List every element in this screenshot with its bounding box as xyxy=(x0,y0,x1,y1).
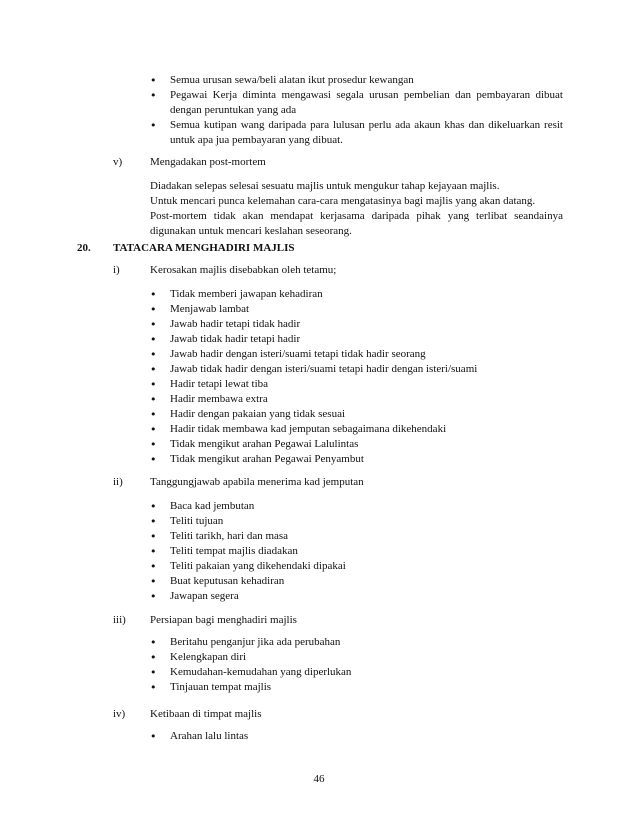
page-number: 46 xyxy=(313,773,325,785)
item-i-bullet-list xyxy=(150,287,563,467)
list-item: • Jawab tidak hadir tetapi hadir xyxy=(150,332,563,347)
item-i-title: Kerosakan majlis disebabkan oleh tetamu; xyxy=(150,264,337,276)
list-item: • Semua kutipan wang daripada para lulusan perlu ada akaun khas dan dikeluarkan resit untuk apa jua pembayaran yang dibuat. xyxy=(150,118,563,148)
list-item: • Kelengkapan diri xyxy=(150,650,563,665)
item-ii-number: ii) xyxy=(113,476,123,488)
item-v-title: Mengadakan post-mortem xyxy=(150,156,266,168)
list-item: • Menjawab lambat xyxy=(150,302,563,317)
item-ii-bullet-list xyxy=(150,499,563,604)
item-v-number: v) xyxy=(113,156,123,168)
list-item: • Arahan lalu lintas xyxy=(150,729,563,744)
item-iii-number: iii) xyxy=(113,614,126,626)
list-item: • Jawab hadir tetapi tidak hadir xyxy=(150,317,563,332)
list-item: • Kemudahan-kemudahan yang diperlukan xyxy=(150,665,563,680)
item-v-paragraph xyxy=(150,179,563,239)
list-item: • Hadir tetapi lewat tiba xyxy=(150,377,563,392)
list-item: • Teliti tempat majlis diadakan xyxy=(150,544,563,559)
top-bullet-list xyxy=(150,73,563,148)
list-item: • Hadir tidak membawa kad jemputan sebagaimana dikehendaki xyxy=(150,422,563,437)
item-ii-title: Tanggungjawab apabila menerima kad jemputan xyxy=(150,476,364,488)
list-item: • Tidak memberi jawapan kehadiran xyxy=(150,287,563,302)
list-item: • Tidak mengikut arahan Pegawai Lalulintas xyxy=(150,437,563,452)
list-item: • Beritahu penganjur jika ada perubahan xyxy=(150,635,563,650)
list-item: • Hadir membawa extra xyxy=(150,392,563,407)
list-item: • Teliti tujuan xyxy=(150,514,563,529)
item-i-number: i) xyxy=(113,264,120,276)
list-item: • Teliti pakaian yang dikehendaki dipakai xyxy=(150,559,563,574)
list-item: • Jawapan segera xyxy=(150,589,563,604)
list-item: • Jawab hadir dengan isteri/suami tetapi tidak hadir seorang xyxy=(150,347,563,362)
list-item: • Hadir dengan pakaian yang tidak sesuai xyxy=(150,407,563,422)
list-item: • Baca kad jembutan xyxy=(150,499,563,514)
item-iv-number: iv) xyxy=(113,708,126,720)
list-item: • Semua urusan sewa/beli alatan ikut prosedur kewangan xyxy=(150,73,563,88)
paragraph-line: Diadakan selepas selesai sesuatu majlis untuk mengukur tahap kejayaan majlis. xyxy=(150,180,500,192)
list-item: • Buat keputusan kehadiran xyxy=(150,574,563,589)
list-item: • Jawab tidak hadir dengan isteri/suami tetapi hadir dengan isteri/suami xyxy=(150,362,563,377)
list-item: • Tidak mengikut arahan Pegawai Penyambut xyxy=(150,452,563,467)
list-item: • Pegawai Kerja diminta mengawasi segala urusan pembelian dan pembayaran dibuat dengan peruntukan yang ada xyxy=(150,88,563,118)
paragraph-line: Post-mortem tidak akan mendapat kerjasama daripada pihak yang terlibat seandainya digunakan untuk mencari keslahan seseorang. xyxy=(150,210,563,237)
list-item: • Teliti tarikh, hari dan masa xyxy=(150,529,563,544)
item-iv-bullet-list xyxy=(150,729,563,744)
paragraph-line: Untuk mencari punca kelemahan cara-cara mengatasinya bagi majlis yang akan datang. xyxy=(150,195,536,207)
list-item: • Tinjauan tempat majlis xyxy=(150,680,563,695)
item-iv-title: Ketibaan di timpat majlis xyxy=(150,708,262,720)
section-title: TATACARA MENGHADIRI MAJLIS xyxy=(113,242,295,254)
item-iii-title: Persiapan bagi menghadiri majlis xyxy=(150,614,297,626)
item-iii-bullet-list xyxy=(150,635,563,695)
section-number: 20. xyxy=(77,242,91,254)
